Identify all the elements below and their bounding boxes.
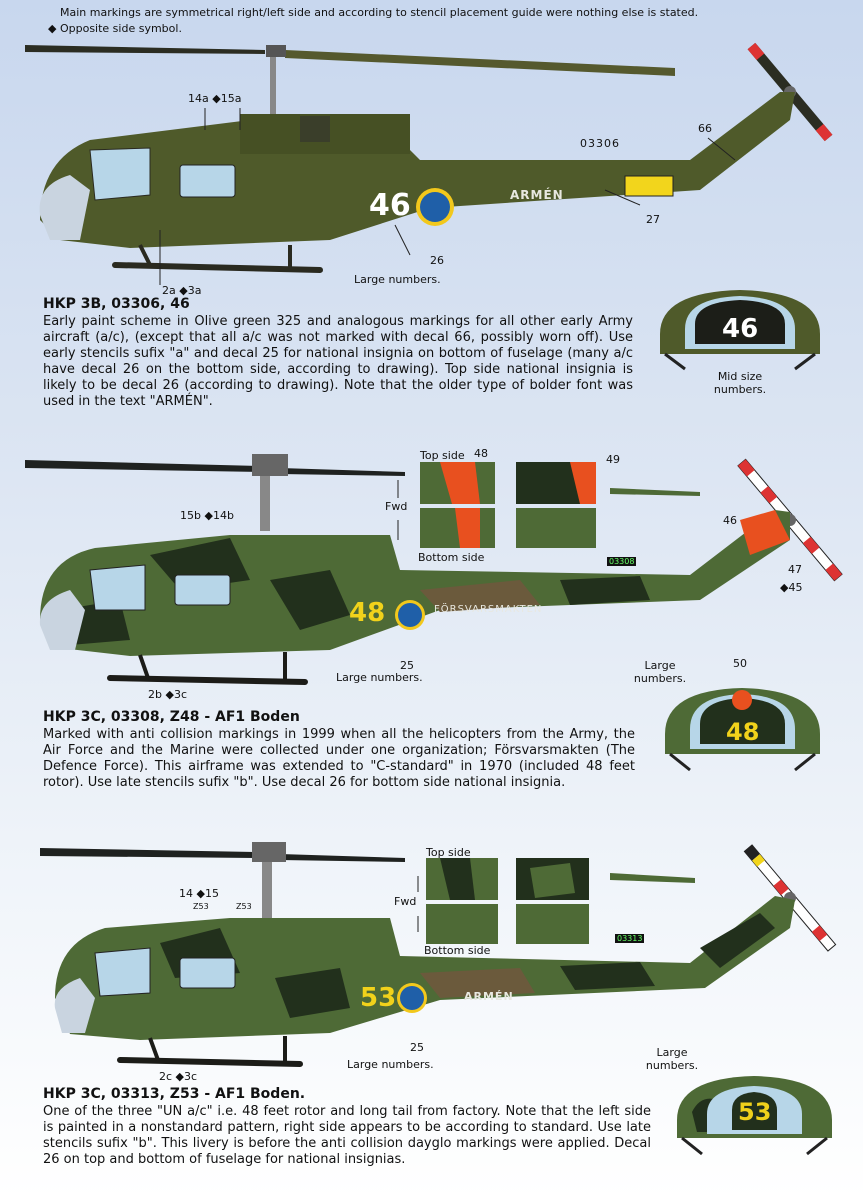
front-number-2: 48: [726, 718, 760, 746]
callout-2a: 2a ◆3a: [162, 284, 202, 297]
front-label-3: Large numbers.: [645, 1046, 699, 1072]
unit-text-2: FÖRSVARSMAKTEN: [434, 604, 543, 615]
callout-66: 66: [698, 122, 712, 135]
callout-z53-left: Z53: [193, 902, 209, 911]
fwd-label-2: Fwd: [385, 500, 408, 513]
profile-title-2: HKP 3C, 03308, Z48 - AF1 Boden: [43, 709, 300, 725]
side-number-1: 46: [369, 188, 411, 223]
header-note: Main markings are symmetrical right/left side and according to stencil placement guide were nothing else is stated.: [60, 6, 699, 19]
front-number-3: 53: [738, 1098, 772, 1126]
large-numbers-label-1: Large numbers.: [354, 273, 441, 286]
top-side-label-2: Top side: [420, 449, 465, 462]
callout-50: 50: [733, 657, 747, 670]
front-number-1: 46: [722, 314, 759, 344]
front-label-2: Large numbers.: [633, 659, 687, 685]
serial-1: 03306: [580, 137, 620, 150]
serial-3: 03313: [617, 934, 643, 943]
callout-2c: 2c ◆3c: [159, 1070, 198, 1083]
side-number-3: 53: [360, 983, 397, 1013]
callout-47: 47: [788, 563, 802, 576]
callout-z53-right: Z53: [236, 902, 252, 911]
callout-48: 48: [474, 447, 488, 460]
profile-description-3: One of the three "UN a/c" i.e. 48 feet rotor and long tail from factory. Note that the left side is painted in a nonstandard pattern, right side appears to be according to standard. Use late stencils sufix "b". This livery is before the anti collision dayglo markings were applied. Decal 26 on top and bottom of fuselage for national insignias.: [43, 1104, 651, 1167]
serial-2: 03308: [609, 557, 635, 566]
profile-description-2: Marked with anti collision markings in 1999 when all the helicopters from the Army, the Air Force and the Marine were collected under one organization; Försvarsmakten (The Defence Force). This airframe was extended to "C-standard" in 1970 (included 48 feet rotor). Use late stencils sufix "b". Use decal 26 for bottom side national insignia.: [43, 727, 635, 790]
large-numbers-label-3: Large numbers.: [347, 1058, 434, 1071]
unit-text-1: ARMÉN: [510, 188, 564, 202]
callout-27: 27: [646, 213, 660, 226]
opposite-side-icon: ◆: [48, 22, 57, 35]
callout-14a: 14a ◆15a: [188, 92, 242, 105]
callout-45: ◆45: [780, 581, 803, 594]
profile-description-1: Early paint scheme in Olive green 325 and analogous markings for all other early Army aircraft (a/c), (except that all a/c was not marked with decal 66, possibly worn off). Use early stencils sufix "a" and decal 25 for national insignia on bottom of fuselage (many a/c have decal 26 on the bottom side, according to drawing). Top side national insignia is likely to be decal 26 (according to drawing). Note that the older type of bolder font was used in the text "ARMÉN".: [43, 314, 633, 409]
callout-15b: 15b ◆14b: [180, 509, 234, 522]
profile-title-3: HKP 3C, 03313, Z53 - AF1 Boden.: [43, 1086, 306, 1102]
callout-49: 49: [606, 453, 620, 466]
bottom-side-label-3: Bottom side: [424, 944, 491, 957]
mid-size-label: Mid size numbers.: [713, 370, 767, 396]
callout-2b: 2b ◆3c: [148, 688, 187, 701]
fwd-label-3: Fwd: [394, 895, 417, 908]
profile-title-1: HKP 3B, 03306, 46: [43, 296, 190, 312]
top-side-label-3: Top side: [426, 846, 471, 859]
opposite-side-label: Opposite side symbol.: [59, 22, 182, 35]
unit-text-3: ARMÉN: [464, 990, 514, 1003]
callout-25-2: 25: [400, 659, 414, 672]
large-numbers-label-2: Large numbers.: [336, 671, 423, 684]
callout-26: 26: [430, 254, 444, 267]
callout-46: 46: [723, 514, 737, 527]
helicopter-profile-1: [0, 30, 863, 290]
bottom-side-label-2: Bottom side: [418, 551, 485, 564]
callout-25-3: 25: [410, 1041, 424, 1054]
side-number-2: 48: [349, 598, 386, 628]
callout-14: 14 ◆15: [179, 887, 219, 900]
